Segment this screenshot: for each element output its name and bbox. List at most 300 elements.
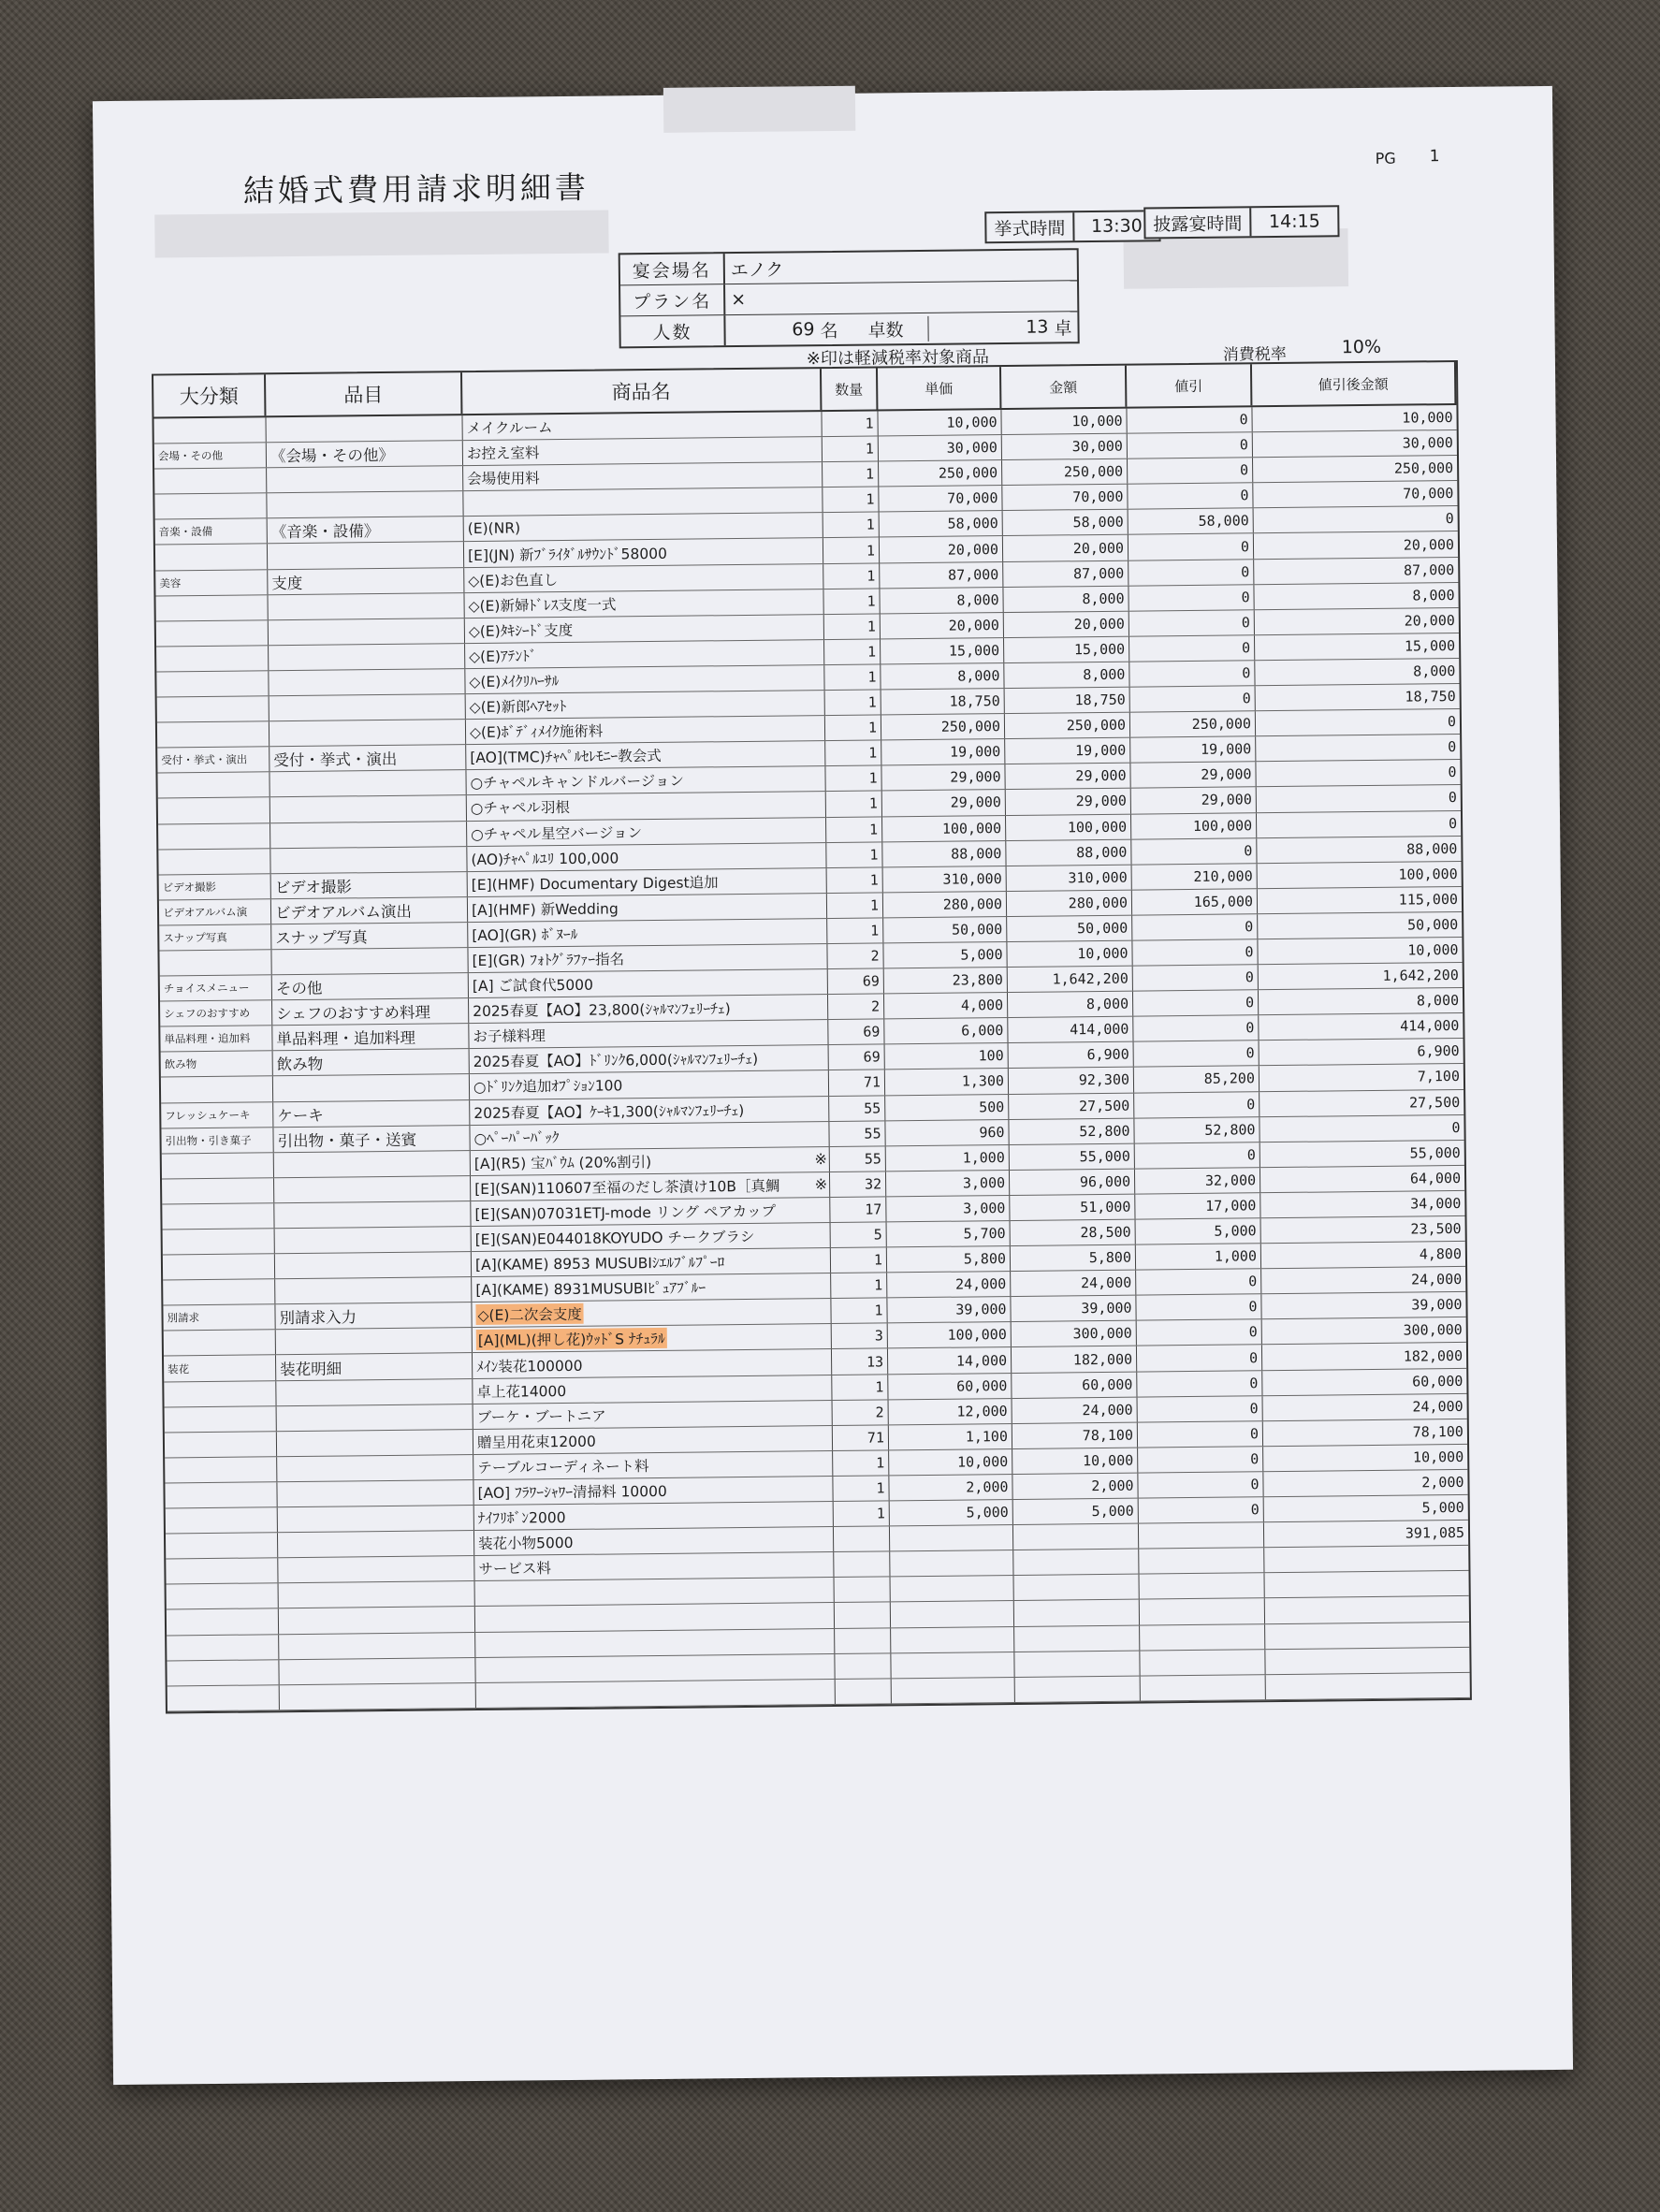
cell-category bbox=[158, 823, 270, 849]
cell-unit-price bbox=[878, 410, 1001, 435]
cell-amount bbox=[1013, 1550, 1139, 1575]
cell-amount bbox=[1013, 1524, 1139, 1550]
cell-quantity-text: 69 bbox=[863, 1048, 881, 1067]
cell-category bbox=[166, 1507, 278, 1533]
cell-amount bbox=[1010, 1169, 1135, 1194]
cell-category bbox=[167, 1635, 279, 1660]
cell-amount bbox=[1015, 1676, 1141, 1701]
reduced-tax-mark: ※ bbox=[814, 1175, 828, 1194]
cell-category bbox=[162, 1203, 274, 1229]
cell-amount-text: 19,000 bbox=[1074, 741, 1127, 760]
tables-unit: 卓 bbox=[1054, 317, 1072, 339]
cell-product-text: [E](SAN)07031ETJ-mode リング ペアカップ bbox=[474, 1202, 777, 1223]
cell-unit-price-text: 58,000 bbox=[947, 515, 998, 533]
cell-quantity bbox=[833, 1400, 889, 1425]
cell-discount-text: 0 bbox=[1241, 614, 1250, 632]
cell-net-amount-text: 8,000 bbox=[1413, 662, 1456, 680]
cell-amount-text: 300,000 bbox=[1072, 1325, 1132, 1343]
cell-discount-text: 0 bbox=[1250, 1450, 1260, 1468]
cell-quantity-text: 1 bbox=[867, 693, 877, 711]
cell-unit-price bbox=[880, 511, 1003, 536]
cell-quantity bbox=[830, 1197, 886, 1222]
cell-category bbox=[167, 1685, 280, 1710]
cell-quantity-text: 1 bbox=[866, 542, 876, 560]
cell-amount-text: 87,000 bbox=[1073, 564, 1125, 582]
cell-quantity-text: 1 bbox=[866, 592, 876, 610]
cell-amount bbox=[1006, 789, 1131, 814]
cell-unit-price-text: 20,000 bbox=[947, 540, 999, 559]
cell-amount bbox=[1007, 865, 1132, 890]
cell-amount bbox=[1011, 1271, 1136, 1296]
cell-unit-price bbox=[885, 1069, 1009, 1094]
cell-discount-text: 0 bbox=[1244, 841, 1253, 860]
cell-unit-price bbox=[884, 1018, 1008, 1043]
cell-net-amount-text: 34,000 bbox=[1410, 1194, 1462, 1213]
cell-unit-price bbox=[879, 435, 1002, 460]
cell-net-amount-text: 182,000 bbox=[1403, 1346, 1463, 1365]
cell-quantity-text: 1 bbox=[869, 896, 880, 914]
cell-net-amount bbox=[1257, 837, 1461, 863]
cell-net-amount bbox=[1254, 531, 1458, 558]
cell-amount-text: 8,000 bbox=[1082, 589, 1125, 607]
cell-discount-text: 250,000 bbox=[1191, 715, 1252, 734]
cell-unit-price bbox=[886, 1171, 1010, 1196]
cell-item bbox=[269, 669, 465, 695]
cell-net-amount bbox=[1253, 456, 1457, 482]
cell-quantity bbox=[826, 842, 882, 867]
cell-quantity-text: 1 bbox=[865, 440, 874, 458]
cell-quantity bbox=[824, 664, 881, 690]
cell-amount-text: 280,000 bbox=[1068, 894, 1129, 912]
cell-unit-price bbox=[887, 1272, 1011, 1297]
cell-product-text: ◇(E)ﾀｷｼｰﾄﾞ支度 bbox=[468, 621, 574, 640]
cell-category bbox=[155, 519, 268, 545]
cell-net-amount-text: 30,000 bbox=[1402, 434, 1453, 452]
cell-item bbox=[267, 441, 463, 467]
cell-item-text: 装花明細 bbox=[280, 1360, 342, 1378]
cell-unit-price-text: 29,000 bbox=[950, 768, 1001, 787]
cell-product bbox=[474, 1552, 834, 1580]
cell-category bbox=[157, 696, 269, 721]
cell-item-text: 《会場・その他》 bbox=[269, 446, 395, 466]
cell-unit-price-text: 960 bbox=[979, 1123, 1005, 1142]
cell-amount bbox=[1012, 1397, 1138, 1422]
cell-unit-price bbox=[884, 993, 1008, 1018]
cell-product-text: [E](HMF) Documentary Digest追加 bbox=[471, 874, 719, 894]
cell-product-text: 卓上花14000 bbox=[476, 1382, 567, 1401]
cell-product-text: ◇(E)新婦ﾄﾞﾚｽ支度一式 bbox=[468, 596, 617, 615]
cell-item-text: 受付・挙式・演出 bbox=[273, 750, 398, 770]
cell-product-text: ◇(E)ﾎﾞﾃﾞｨﾒｲｸ施術料 bbox=[469, 722, 604, 742]
cell-discount bbox=[1139, 1548, 1264, 1573]
cell-net-amount bbox=[1262, 1317, 1466, 1344]
cell-quantity-text: 1 bbox=[867, 668, 877, 686]
cell-unit-price bbox=[883, 942, 1007, 968]
cell-item bbox=[277, 1480, 473, 1506]
cell-unit-price-text: 39,000 bbox=[955, 1301, 1007, 1318]
cell-item bbox=[270, 822, 467, 848]
cell-product bbox=[464, 539, 823, 567]
cell-discount-text: 0 bbox=[1245, 943, 1254, 961]
cell-net-amount-text: 60,000 bbox=[1412, 1372, 1463, 1390]
cell-product-text: お子様料理 bbox=[473, 1027, 546, 1046]
cell-quantity-text: 1 bbox=[868, 769, 878, 787]
cell-quantity bbox=[834, 1501, 890, 1526]
cell-unit-price bbox=[883, 866, 1007, 892]
cell-item bbox=[272, 998, 469, 1025]
ceremony-time-value: 13:30 bbox=[1090, 215, 1143, 238]
cell-quantity bbox=[827, 867, 883, 893]
cell-unit-price-text: 1,300 bbox=[961, 1072, 1005, 1091]
cell-quantity-text: 17 bbox=[865, 1201, 882, 1218]
cell-category-text: シェフのおすすめ bbox=[164, 1006, 251, 1021]
cell-quantity bbox=[831, 1222, 887, 1247]
cell-amount-text: 88,000 bbox=[1076, 843, 1128, 861]
cell-item-text: 別請求入力 bbox=[279, 1308, 357, 1328]
cell-item bbox=[267, 491, 463, 517]
cell-discount bbox=[1131, 838, 1257, 864]
cell-product bbox=[465, 665, 824, 693]
cell-unit-price-text: 88,000 bbox=[951, 844, 1002, 863]
cell-product-text: ○チャペル羽根 bbox=[470, 799, 571, 818]
cell-category bbox=[159, 874, 271, 899]
cell-unit-price-text: 6,000 bbox=[961, 1022, 1004, 1040]
cell-quantity bbox=[823, 437, 879, 462]
cell-discount bbox=[1128, 458, 1253, 483]
cell-category bbox=[164, 1331, 276, 1356]
cell-unit-price bbox=[891, 1652, 1014, 1678]
cell-discount bbox=[1141, 1675, 1266, 1700]
cell-net-amount-text: 78,100 bbox=[1412, 1422, 1464, 1441]
cell-unit-price bbox=[883, 917, 1007, 942]
cell-quantity-text: 13 bbox=[866, 1352, 884, 1371]
cell-product-text: ﾒｲﾝ装花100000 bbox=[476, 1357, 583, 1375]
cell-item bbox=[270, 795, 467, 822]
cell-product-text: テーブルコーディネート料 bbox=[477, 1457, 649, 1477]
cell-quantity bbox=[823, 488, 879, 513]
cell-amount bbox=[1003, 586, 1129, 611]
cell-net-amount bbox=[1260, 1089, 1463, 1115]
cell-quantity-text: 1 bbox=[870, 922, 880, 939]
cell-item bbox=[275, 1252, 472, 1278]
cell-unit-price-text: 24,000 bbox=[954, 1275, 1007, 1293]
cell-discount-text: 0 bbox=[1239, 436, 1248, 454]
cell-quantity bbox=[833, 1476, 889, 1501]
cell-category bbox=[163, 1305, 275, 1331]
cell-net-amount-text: 0 bbox=[1448, 738, 1457, 756]
cell-category bbox=[158, 798, 270, 823]
cell-quantity bbox=[827, 943, 883, 968]
cell-unit-price-text: 1,000 bbox=[962, 1148, 1005, 1167]
cell-category bbox=[154, 443, 267, 468]
cell-amount bbox=[1010, 1143, 1135, 1169]
cell-unit-price bbox=[882, 816, 1006, 841]
cell-quantity-text: 3 bbox=[874, 1327, 883, 1345]
cell-discount bbox=[1140, 1599, 1265, 1624]
cell-product-text: [AO](TMC)ﾁｬﾍﾟﾙｾﾚﾓﾆｰ教会式 bbox=[470, 748, 662, 767]
cell-net-amount bbox=[1258, 887, 1462, 913]
cell-product-text: ◇(E)二次会支度 bbox=[475, 1303, 584, 1325]
cell-product-text: ◇(E)新郎ﾍｱｾｯﾄ bbox=[469, 698, 567, 717]
cell-discount-text: 29,000 bbox=[1201, 765, 1252, 784]
cell-product bbox=[468, 894, 827, 922]
cell-item bbox=[269, 745, 466, 771]
cell-unit-price-text: 310,000 bbox=[942, 869, 1002, 888]
cell-quantity bbox=[828, 968, 884, 994]
cell-amount-text: 8,000 bbox=[1083, 665, 1126, 684]
cell-product-text: (E)(NR) bbox=[467, 519, 521, 538]
cell-amount bbox=[1013, 1499, 1139, 1524]
cell-discount bbox=[1134, 1067, 1260, 1092]
cell-product-text: ○チャペルキャンドルバージョン bbox=[470, 773, 685, 793]
cell-amount bbox=[1011, 1296, 1136, 1321]
cell-quantity bbox=[830, 1171, 886, 1197]
cell-product bbox=[463, 488, 823, 516]
cell-unit-price bbox=[881, 714, 1005, 739]
cell-amount-text: 182,000 bbox=[1072, 1350, 1133, 1368]
cell-quantity bbox=[834, 1527, 890, 1552]
cell-product-text: 装花小物5000 bbox=[478, 1535, 574, 1553]
cell-net-amount-text: 20,000 bbox=[1404, 611, 1455, 630]
cell-product bbox=[463, 437, 823, 465]
cell-amount bbox=[1014, 1600, 1140, 1625]
cell-item bbox=[274, 1151, 471, 1177]
cell-amount bbox=[1004, 662, 1129, 688]
cell-net-amount bbox=[1259, 963, 1463, 989]
cell-product-text: ブーケ・ブートニア bbox=[476, 1407, 606, 1426]
cell-amount bbox=[1012, 1321, 1137, 1346]
cell-unit-price-text: 8,000 bbox=[957, 667, 1000, 685]
cell-item bbox=[269, 720, 466, 746]
cell-category bbox=[157, 773, 269, 798]
cell-product-text: 2025春夏【AO】ﾄﾞﾘﾝｸ6,000(ｼｬﾙﾏﾝﾌｪﾘｰﾁｪ) bbox=[473, 1051, 759, 1071]
cell-amount-text: 60,000 bbox=[1082, 1375, 1133, 1393]
cell-category-text: 引出物・引き菓子 bbox=[165, 1133, 252, 1148]
cell-category bbox=[155, 545, 268, 570]
reception-time-box bbox=[1143, 205, 1339, 239]
venue-info-box bbox=[619, 248, 1080, 348]
cell-amount bbox=[1012, 1346, 1137, 1372]
cell-product bbox=[473, 1451, 833, 1479]
cell-quantity-text: 1 bbox=[869, 871, 879, 889]
cell-discount bbox=[1139, 1574, 1264, 1599]
cell-net-amount bbox=[1260, 1141, 1464, 1167]
cell-net-amount bbox=[1260, 1039, 1463, 1065]
plan-label: プラン名 bbox=[620, 284, 725, 315]
cell-net-amount-text: 87,000 bbox=[1403, 560, 1455, 579]
guests-unit: 名 bbox=[820, 320, 838, 342]
cell-quantity-text: 55 bbox=[864, 1099, 881, 1117]
cell-unit-price bbox=[880, 588, 1003, 613]
cell-product-text: [E](GR) ﾌｫﾄｸﾞﾗﾌｧｰ指名 bbox=[472, 951, 625, 970]
cell-quantity-text: 32 bbox=[864, 1175, 882, 1193]
cell-unit-price bbox=[891, 1626, 1014, 1652]
cell-net-amount bbox=[1255, 633, 1459, 660]
cell-unit-price-text: 100,000 bbox=[941, 819, 1002, 837]
cell-unit-price bbox=[887, 1246, 1011, 1272]
cell-net-amount bbox=[1254, 583, 1458, 609]
cell-discount bbox=[1132, 939, 1258, 965]
cell-product bbox=[466, 716, 825, 744]
cell-unit-price bbox=[889, 1424, 1012, 1449]
cell-product bbox=[470, 1122, 829, 1150]
cell-category bbox=[158, 849, 270, 874]
cell-discount-text: 52,800 bbox=[1204, 1120, 1256, 1139]
cell-unit-price bbox=[881, 638, 1004, 663]
cell-product bbox=[469, 1020, 828, 1048]
cell-net-amount bbox=[1259, 988, 1463, 1014]
cell-quantity bbox=[827, 893, 883, 918]
cell-quantity-text: 1 bbox=[865, 415, 874, 432]
cell-discount-text: 58,000 bbox=[1198, 512, 1249, 531]
cell-discount bbox=[1137, 1320, 1262, 1346]
cell-category bbox=[160, 975, 272, 1000]
cell-unit-price-text: 100,000 bbox=[947, 1326, 1007, 1345]
cell-amount-text: 414,000 bbox=[1070, 1020, 1129, 1039]
cell-category bbox=[162, 1178, 274, 1203]
cell-item bbox=[270, 847, 467, 873]
cell-unit-price-text: 29,000 bbox=[950, 793, 1001, 812]
cell-discount bbox=[1134, 1117, 1260, 1142]
invoice-sheet bbox=[93, 86, 1573, 2085]
cell-item bbox=[279, 1607, 475, 1633]
cell-unit-price bbox=[892, 1678, 1015, 1703]
cell-amount bbox=[1014, 1625, 1140, 1651]
cell-quantity bbox=[828, 995, 884, 1020]
cell-net-amount bbox=[1252, 405, 1456, 431]
cell-net-amount bbox=[1260, 1191, 1464, 1217]
cell-unit-price bbox=[890, 1525, 1013, 1550]
cell-unit-price bbox=[887, 1221, 1011, 1246]
cell-unit-price-text: 100 bbox=[978, 1047, 1004, 1065]
cell-net-amount bbox=[1261, 1267, 1465, 1293]
cell-quantity bbox=[834, 1552, 890, 1578]
cell-product bbox=[473, 1349, 832, 1377]
cell-amount bbox=[1003, 560, 1129, 586]
cell-quantity-text: 1 bbox=[874, 1276, 883, 1294]
cell-category bbox=[165, 1482, 277, 1507]
cell-category bbox=[154, 468, 267, 493]
cell-amount-text: 27,500 bbox=[1078, 1097, 1130, 1114]
cell-amount-text: 24,000 bbox=[1082, 1401, 1133, 1419]
cell-quantity-text: 2 bbox=[875, 1404, 884, 1421]
cell-amount bbox=[1007, 890, 1132, 915]
cell-amount-text: 28,500 bbox=[1080, 1223, 1131, 1242]
cell-unit-price-text: 8,000 bbox=[956, 590, 999, 609]
cell-item bbox=[269, 770, 466, 796]
cell-net-amount bbox=[1263, 1445, 1467, 1471]
cell-item bbox=[276, 1354, 473, 1380]
cell-amount-text: 8,000 bbox=[1085, 995, 1129, 1013]
cell-unit-price-text: 30,000 bbox=[946, 439, 997, 457]
cell-unit-price-text: 10,000 bbox=[946, 414, 997, 431]
cell-net-amount bbox=[1265, 1648, 1469, 1674]
cell-item bbox=[278, 1556, 474, 1582]
cell-amount-text: 10,000 bbox=[1071, 412, 1123, 430]
cell-net-amount bbox=[1254, 506, 1458, 532]
cell-amount bbox=[1003, 535, 1129, 560]
cell-discount-text: 0 bbox=[1242, 690, 1251, 707]
cell-discount-text: 165,000 bbox=[1193, 893, 1254, 910]
cell-quantity bbox=[836, 1679, 892, 1704]
cell-amount bbox=[1011, 1245, 1136, 1271]
cell-discount-text: 0 bbox=[1245, 1019, 1255, 1037]
cell-net-amount bbox=[1259, 1013, 1463, 1040]
cell-net-amount bbox=[1254, 558, 1458, 584]
cell-unit-price-text: 5,800 bbox=[963, 1250, 1007, 1268]
cell-amount bbox=[1009, 1118, 1134, 1143]
cell-amount-text: 78,100 bbox=[1082, 1426, 1134, 1445]
cell-quantity bbox=[827, 918, 883, 943]
cell-item bbox=[269, 618, 465, 645]
cell-quantity-text: 1 bbox=[869, 846, 879, 864]
cell-amount bbox=[1011, 1220, 1136, 1245]
cell-category bbox=[161, 1102, 273, 1128]
cell-quantity-text: 1 bbox=[873, 1251, 883, 1269]
cell-discount-text: 0 bbox=[1249, 1425, 1260, 1443]
cell-product bbox=[464, 564, 823, 592]
cell-product bbox=[475, 1603, 835, 1631]
cell-product bbox=[472, 1248, 831, 1276]
cell-discount-text: 0 bbox=[1240, 461, 1249, 479]
cell-net-amount-text: 15,000 bbox=[1404, 636, 1456, 655]
cell-discount-text: 0 bbox=[1248, 1298, 1258, 1316]
cell-discount bbox=[1131, 813, 1257, 838]
cell-product bbox=[466, 766, 825, 794]
cell-category bbox=[161, 1077, 273, 1102]
cell-net-amount-text: 391,085 bbox=[1405, 1524, 1465, 1542]
cell-net-amount-text: 8,000 bbox=[1412, 586, 1455, 604]
cell-discount bbox=[1130, 711, 1256, 736]
cell-amount bbox=[1012, 1474, 1138, 1499]
cell-category bbox=[154, 494, 267, 519]
cell-net-amount-text: 18,750 bbox=[1405, 688, 1456, 706]
cell-category bbox=[157, 721, 269, 747]
cell-net-amount bbox=[1264, 1495, 1468, 1521]
cell-net-amount-text: 7,100 bbox=[1417, 1068, 1461, 1085]
cell-discount bbox=[1135, 1168, 1260, 1193]
cell-net-amount bbox=[1253, 481, 1457, 507]
cell-unit-price bbox=[881, 689, 1005, 714]
cell-item bbox=[272, 1024, 469, 1050]
cell-product-text: お控え室料 bbox=[466, 444, 540, 463]
cell-quantity-text: 55 bbox=[864, 1125, 881, 1142]
cell-discount-text: 100,000 bbox=[1192, 816, 1253, 835]
cell-quantity bbox=[835, 1628, 891, 1653]
page-label: PG bbox=[1375, 149, 1396, 167]
cell-amount bbox=[1012, 1372, 1137, 1397]
cell-net-amount bbox=[1260, 1115, 1463, 1142]
guests-label: 人数 bbox=[620, 315, 725, 346]
cell-discount-text: 0 bbox=[1249, 1374, 1259, 1391]
cell-quantity-text: 69 bbox=[863, 1023, 881, 1041]
cell-product-text: (AO)ﾁｬﾍﾟﾙﾕﾘ 100,000 bbox=[471, 850, 619, 868]
cell-net-amount-text: 100,000 bbox=[1398, 865, 1458, 883]
cell-product-text: [AO] ﾌﾗﾜｰｼｬﾜｰ清掃料 10000 bbox=[477, 1482, 667, 1502]
cell-unit-price bbox=[881, 739, 1005, 764]
cell-item-text: 《音楽・設備》 bbox=[270, 522, 380, 542]
cell-unit-price bbox=[879, 460, 1002, 486]
cell-item-text: ビデオアルバム演出 bbox=[274, 902, 413, 923]
cell-category-text: ビデオ撮影 bbox=[162, 880, 217, 895]
cell-product-text: 贈呈用花束12000 bbox=[476, 1433, 596, 1451]
cell-quantity bbox=[823, 589, 880, 614]
cell-net-amount-text: 24,000 bbox=[1410, 1271, 1463, 1288]
cell-discount bbox=[1138, 1447, 1263, 1472]
cell-net-amount bbox=[1264, 1571, 1468, 1597]
cell-amount-text: 70,000 bbox=[1072, 488, 1124, 506]
cell-quantity-text: 2 bbox=[870, 997, 881, 1015]
